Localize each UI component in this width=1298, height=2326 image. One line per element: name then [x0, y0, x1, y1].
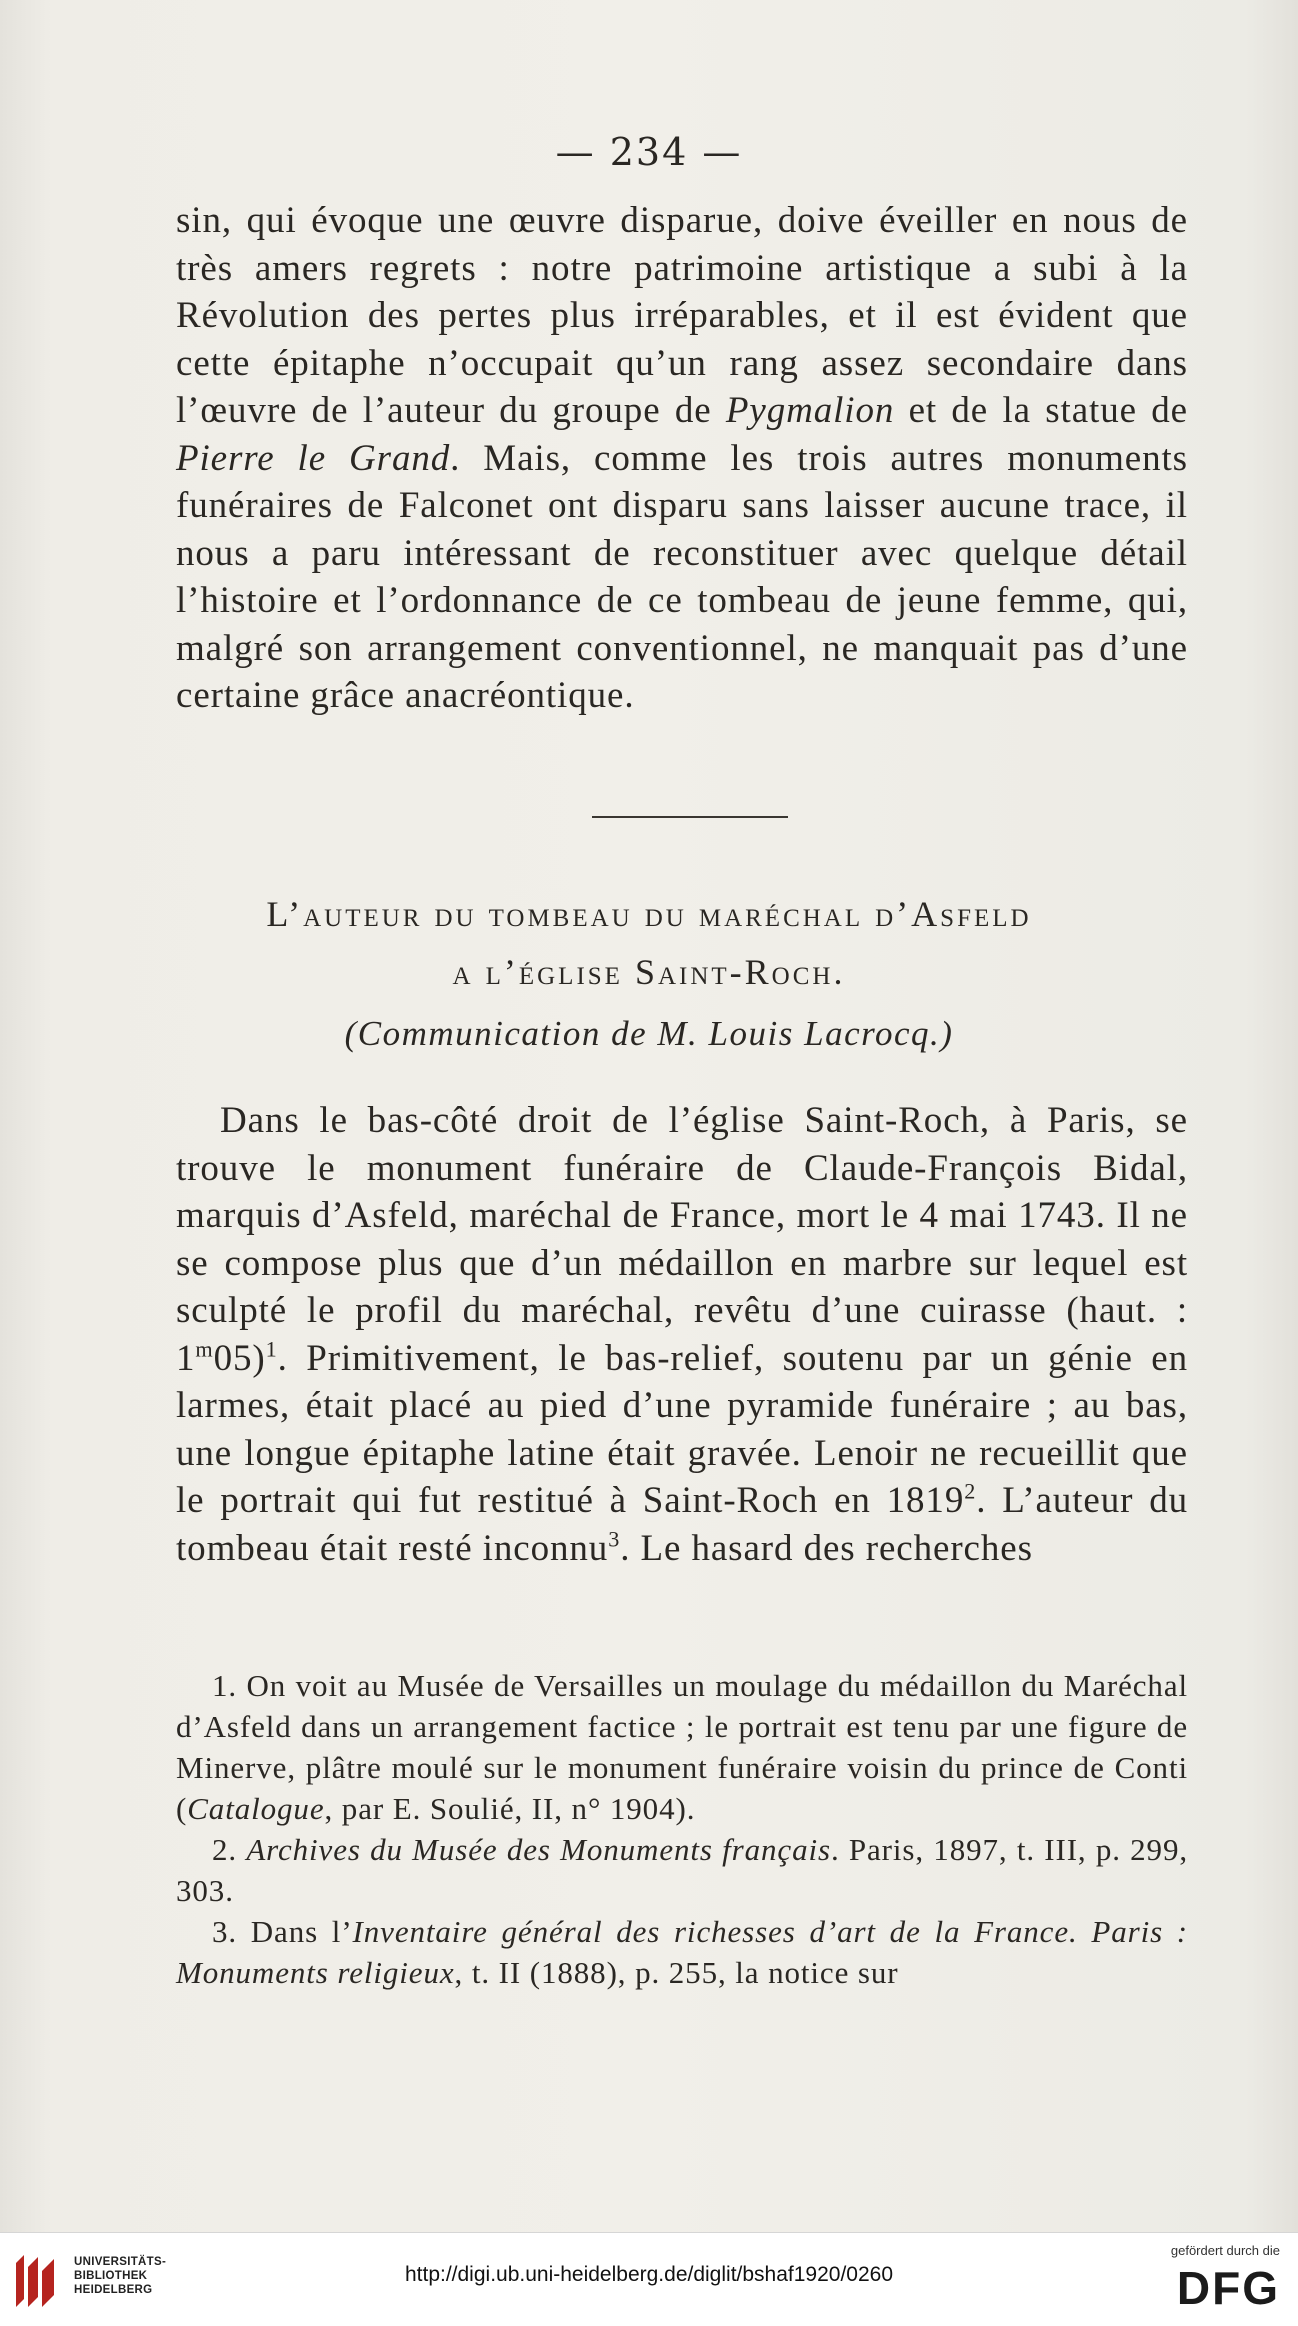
- footnote-3: [176, 1911, 1188, 1993]
- footnote-text: 1. On voit au Musée de Versailles un moulage du médaillon du Maréchal d’Asfeld dans un arrangement factice ; le portrait est tenu par une figure de Minerve, plâtre moulé sur le monument funéraire voisin du prince de Conti (: [176, 1668, 1188, 1826]
- footnote-ref-2: 2: [964, 1478, 977, 1504]
- paragraph-2-text: 05): [213, 1337, 266, 1379]
- library-name-line: HEIDELBERG: [74, 2284, 153, 2296]
- unit-superscript: m: [195, 1336, 214, 1362]
- paragraph-2: [176, 1097, 1188, 1572]
- paragraph-2-text: . Primitivement, le bas-relief, soutenu par un génie en larmes, était placé au pied d’une pyramide funéraire ; au bas, une longue épitaphe latine était gravée. Lenoir ne recueillit que le portrait qui fut restitué à Saint-Roch en 1819: [176, 1337, 1188, 1521]
- footnote-text: , t. II (1888), p. 255, la notice sur: [454, 1955, 899, 1990]
- footnote-text: , par E. Soulié, II, n° 1904).: [324, 1791, 696, 1826]
- section-divider: [592, 816, 788, 818]
- footnote-ref-1: 1: [265, 1336, 278, 1362]
- paragraph-2-text: . Le hasard des recherches: [620, 1527, 1033, 1569]
- library-name-line: BIBLIOTHEK: [74, 2270, 148, 2282]
- footnote-ref-3: 3: [608, 1526, 621, 1552]
- paragraph-2-text: Dans le bas-côté droit de l’église Saint-Roch, à Paris, se trouve le monument funéraire de Claude-François Bidal, marquis d’Asfeld, maréchal de France, mort le 4 mai 1743. Il ne se compose plus que d’un médaillon en marbre sur lequel est sculpté le profil du maréchal, revêtu d’une cuirasse (haut. : 1: [176, 1100, 1188, 1379]
- library-name-line: UNIVERSITÄTS-: [74, 2256, 167, 2268]
- digitization-footer: [0, 2232, 1298, 2326]
- italic-title-pygmalion: Pygmalion: [725, 390, 895, 431]
- section-heading-line-2: a l’église Saint-Roch.: [452, 952, 846, 992]
- footnote-italic: Catalogue: [187, 1791, 325, 1826]
- italic-title-pierre: Pierre le Grand: [176, 437, 451, 479]
- footnote-1: [176, 1665, 1188, 1829]
- paragraph-1-text: et de la statue de: [894, 390, 1188, 431]
- footnote-italic: Inventaire général des richesses d’art de la France. Paris : Monuments religieux: [176, 1914, 1188, 1990]
- footnotes: [176, 1665, 1188, 1993]
- section-heading-line-1: L’auteur du tombeau du maréchal d’Asfeld: [266, 894, 1032, 934]
- funding-caption: gefördert durch die: [1170, 2243, 1280, 2258]
- footnote-text: 2.: [212, 1832, 247, 1867]
- communication-credit: (Communication de M. Louis Lacrocq.): [344, 1014, 954, 1053]
- paragraph-2-text: . L’auteur du tombeau était resté inconnu: [176, 1480, 1188, 1569]
- paragraph-1: [176, 197, 1188, 720]
- footnote-text: 3. Dans l’: [212, 1914, 353, 1949]
- paragraph-1-text: sin, qui évoque une œuvre disparue, doive éveiller en nous de très amers regrets : notre patrimoine artistique a subi à la Révolution des pertes plus irréparables, et il est évident que cette épitaphe n’occupait qu’un rang assez secondaire dans l’œuvre de l’auteur du groupe de: [176, 200, 1188, 431]
- dfg-logo-icon: DFG: [1176, 2262, 1280, 2314]
- page-number: — 234 —: [555, 130, 743, 174]
- paragraph-1-text: . Mais, comme les trois autres monuments funéraires de Falconet ont disparu sans laisser aucune trace, il nous a paru intéressant de reconstituer avec quelque détail l’histoire et l’ordonnance de ce tombeau de jeune femme, qui, malgré son arrangement conventionnel, ne manquait pas d’une certaine grâce anacréontique.: [176, 437, 1188, 716]
- footnote-text: . Paris, 1897, t. III, p. 299, 303.: [176, 1832, 1189, 1908]
- footnote-italic: Archives du Musée des Monuments français: [246, 1832, 831, 1867]
- source-url-link[interactable]: http://digi.ub.uni-heidelberg.de/diglit/bshaf1920/0260: [404, 2263, 894, 2286]
- footnote-2: [176, 1829, 1188, 1911]
